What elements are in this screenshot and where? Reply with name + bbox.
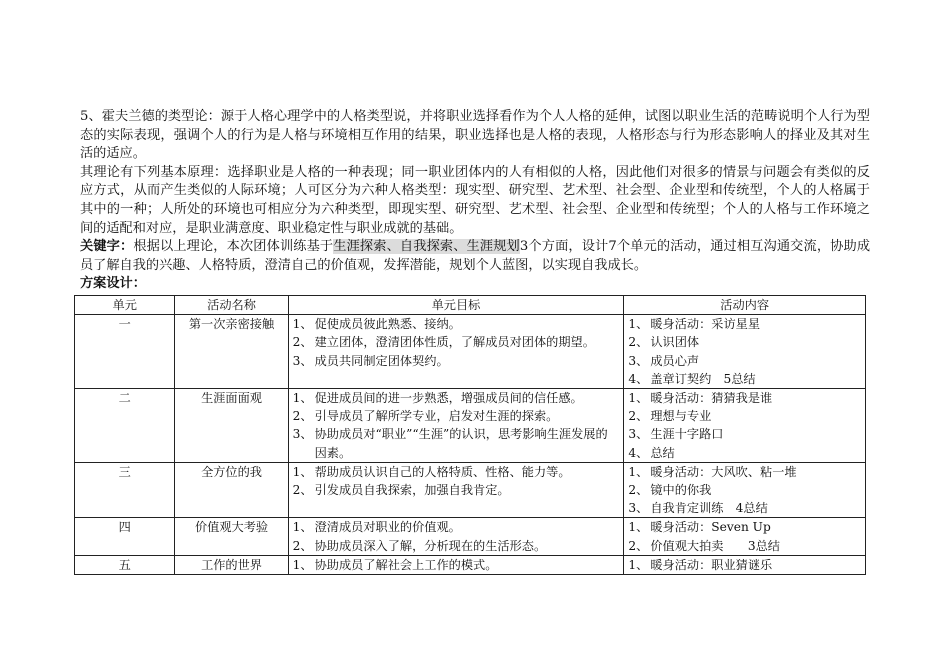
item-number: 2、 xyxy=(292,335,313,350)
list-item xyxy=(628,407,861,425)
table-row xyxy=(75,462,866,518)
list-item xyxy=(628,315,861,333)
item-text: 成员心声 xyxy=(650,353,700,368)
list-item xyxy=(628,444,861,462)
item-number: 3、 xyxy=(292,427,313,442)
list-item xyxy=(293,315,620,333)
list-item xyxy=(628,352,861,370)
header-unit-goal: 单元目标 xyxy=(288,295,624,314)
list-item xyxy=(293,537,620,555)
item-text: 协助成员对“职业”“生涯”的认识，思考影响生涯发展的因素。 xyxy=(314,427,608,460)
item-number: 2、 xyxy=(628,538,649,553)
item-text: 自我肯定训练 4总结 xyxy=(650,501,768,516)
cell-activity-contents xyxy=(624,315,866,389)
item-number: 2、 xyxy=(628,335,649,350)
list-item xyxy=(628,389,861,407)
item-number: 1、 xyxy=(628,464,649,479)
item-text: 协助成员了解社会上工作的模式。 xyxy=(314,557,498,572)
program-table xyxy=(74,295,866,575)
item-text: 协助成员深入了解，分析现在的生活形态。 xyxy=(314,538,547,553)
list-item xyxy=(628,463,861,481)
item-number: 4、 xyxy=(628,445,649,460)
table-row xyxy=(75,388,866,462)
list-item xyxy=(293,463,620,481)
table-row xyxy=(75,518,866,555)
intro-paragraph-1: 5、霍夫兰德的类型论：源于人格心理学中的人格类型说，并将职业选择看作为个人人格的延伸，试图以职业生活的范畴说明个人行为型态的实际表现，强调个人的行为是人格与环境相互作用的结果，职业选择也是人格的表现，人格形态与行为形态影响人的择业及其对生活的适应。 xyxy=(80,109,870,162)
item-text: 暖身活动：职业猜谜乐 xyxy=(650,557,773,572)
cell-activity-name: 生涯面面观 xyxy=(175,388,288,462)
item-number: 2、 xyxy=(292,482,313,497)
list-item xyxy=(293,425,620,461)
item-number: 1、 xyxy=(292,464,313,479)
keywords-label: 关键字： xyxy=(80,239,134,255)
item-text: 暖身活动：猜猜我是谁 xyxy=(650,390,773,405)
list-item xyxy=(293,518,620,536)
list-item xyxy=(628,425,861,443)
keywords-text-after: 3个方面，设计7个单元的活动，通过相互沟通交流，协助成员了解自我的兴趣、人格特质，澄清自己的价值观，发挥潜能，规划个人蓝图，以实现自我成长。 xyxy=(80,239,871,273)
cell-activity-name: 全方位的我 xyxy=(175,462,288,518)
item-number: 1、 xyxy=(292,520,313,535)
cell-activity-name: 工作的世界 xyxy=(175,555,288,574)
cell-unit: 三 xyxy=(75,462,175,518)
cell-activity-contents xyxy=(624,462,866,518)
cell-unit-goals xyxy=(288,315,624,389)
list-item xyxy=(628,499,861,517)
list-item xyxy=(293,556,620,574)
list-item xyxy=(293,407,620,425)
item-text: 认识团体 xyxy=(650,335,700,350)
item-text: 暖身活动：Seven Up xyxy=(650,520,771,535)
cell-activity-contents xyxy=(624,518,866,555)
item-text: 生涯十字路口 xyxy=(650,427,724,442)
item-number: 3、 xyxy=(292,353,313,368)
table-row xyxy=(75,555,866,574)
keywords-highlight: 生涯探索、自我探索、生涯规划 xyxy=(333,239,520,255)
item-text: 引导成员了解所学专业，启发对生涯的探索。 xyxy=(314,409,559,424)
cell-unit-goals xyxy=(288,518,624,555)
item-number: 1、 xyxy=(628,317,649,332)
item-number: 3、 xyxy=(628,501,649,516)
cell-activity-contents xyxy=(624,388,866,462)
table-body xyxy=(75,315,866,575)
keywords-paragraph xyxy=(80,238,870,275)
design-title: 方案设计： xyxy=(80,276,146,292)
list-item xyxy=(293,481,620,499)
cell-unit-goals xyxy=(288,388,624,462)
item-number: 3、 xyxy=(628,427,649,442)
list-item xyxy=(628,481,861,499)
item-number: 4、 xyxy=(628,371,649,386)
item-text: 成员共同制定团体契约。 xyxy=(314,353,449,368)
item-number: 2、 xyxy=(292,409,313,424)
item-text: 建立团体，澄清团体性质，了解成员对团体的期望。 xyxy=(314,335,595,350)
cell-unit-goals xyxy=(288,555,624,574)
item-number: 1、 xyxy=(628,390,649,405)
item-text: 暖身活动：采访星星 xyxy=(650,317,761,332)
list-item xyxy=(628,370,861,388)
list-item xyxy=(293,352,620,370)
list-item xyxy=(628,518,861,536)
cell-activity-contents xyxy=(624,555,866,574)
intro-paragraph-2: 其理论有下列基本原理：选择职业是人格的一种表现；同一职业团体内的人有相似的人格，因此他们对很多的情景与问题会有类似的反应方式，从而产生类似的人际环境；人可区分为六种人格类型：现实型、研究型、艺术型、社会型、企业型和传统型，个人的人格属于其中的一种；人所处的环境也可相应分为六种类型，即现实型、研究型、艺术型、社会型、企业型和传统型；个人的人格与工作环境之间的适配和对应，是职业满意度、职业稳定性与职业成就的基础。 xyxy=(80,164,870,236)
item-number: 1、 xyxy=(292,390,313,405)
list-item xyxy=(293,389,620,407)
cell-activity-name: 价值观大考验 xyxy=(175,518,288,555)
item-number: 1、 xyxy=(628,557,649,572)
item-text: 引发成员自我探索，加强自我肯定。 xyxy=(314,482,510,497)
keywords-text-before: 根据以上理论，本次团体训练基于 xyxy=(133,239,334,255)
cell-unit: 二 xyxy=(75,388,175,462)
list-item xyxy=(628,333,861,351)
item-text: 澄清成员对职业的价值观。 xyxy=(314,520,461,535)
item-text: 理想与专业 xyxy=(650,409,712,424)
header-activity-name: 活动名称 xyxy=(175,295,288,314)
item-text: 盖章订契约 5总结 xyxy=(650,371,756,386)
item-text: 暖身活动：大风吹、粘一堆 xyxy=(650,464,797,479)
list-item xyxy=(628,556,861,574)
cell-unit-goals xyxy=(288,462,624,518)
item-number: 2、 xyxy=(628,409,649,424)
list-item xyxy=(293,333,620,351)
header-unit: 单元 xyxy=(75,295,175,314)
item-text: 总结 xyxy=(650,445,675,460)
item-text: 帮助成员认识自己的人格特质、性格、能力等。 xyxy=(314,464,571,479)
item-text: 促进成员间的进一步熟悉，增强成员间的信任感。 xyxy=(314,390,583,405)
cell-unit: 五 xyxy=(75,555,175,574)
header-activity-content: 活动内容 xyxy=(624,295,866,314)
list-item xyxy=(628,537,861,555)
item-number: 1、 xyxy=(628,520,649,535)
item-number: 1、 xyxy=(292,317,313,332)
cell-unit: 四 xyxy=(75,518,175,555)
item-number: 2、 xyxy=(292,538,313,553)
item-text: 价值观大拍卖 3总结 xyxy=(650,538,780,553)
item-number: 3、 xyxy=(628,353,649,368)
table-row xyxy=(75,315,866,389)
item-text: 促使成员彼此熟悉、接纳。 xyxy=(314,317,461,332)
item-number: 1、 xyxy=(292,557,313,572)
document-page xyxy=(80,108,870,575)
cell-unit: 一 xyxy=(75,315,175,389)
item-number: 2、 xyxy=(628,482,649,497)
item-text: 镜中的你我 xyxy=(650,482,712,497)
cell-activity-name: 第一次亲密接触 xyxy=(175,315,288,389)
table-header-row xyxy=(75,295,866,314)
